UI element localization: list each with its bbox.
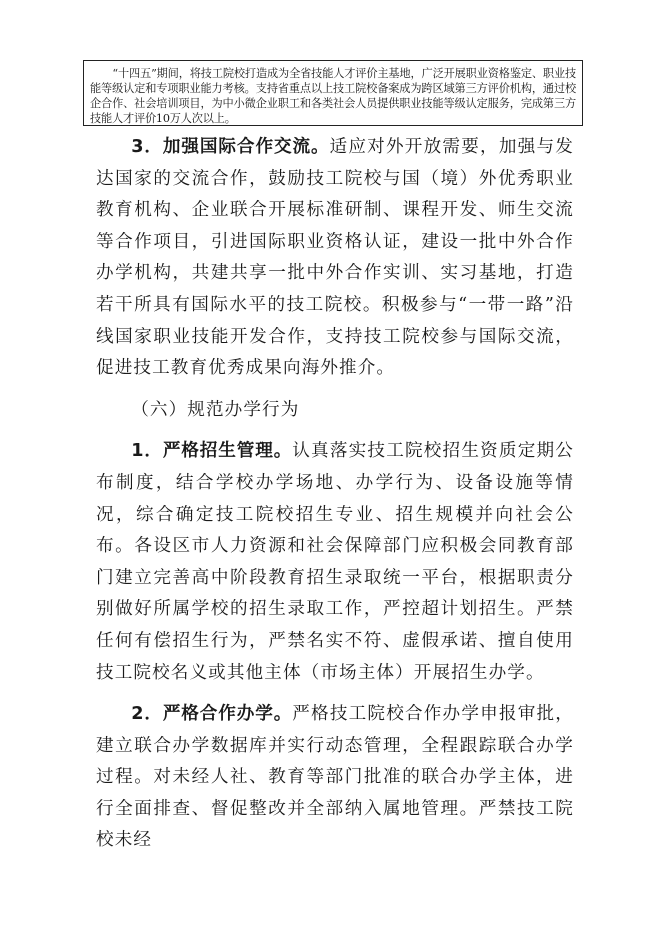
- paragraph-enrollment-management: [96, 436, 574, 689]
- paragraph-text: 认真落实技工院校招生资质定期公布制度，结合学校办学场地、办学行为、设备设施等情况，综合确定技工院校招生专业、招生规模并向社会公布。各设区市人力资源和社会保障部门应积极会同教育部门建立完善高中阶段教育招生录取统一平台，根据职责分别做好所属学校的招生录取工作，严控超计划招生。严禁任何有偿招生行为，严禁名实不符、虚假承诺、擅自使用技工院校名义或其他主体（市场主体）开展招生办学。: [96, 441, 574, 683]
- note-box: [83, 60, 583, 126]
- paragraph-cooperative-schooling: [96, 699, 574, 857]
- paragraph-text: 适应对外开放需要，加强与发达国家的交流合作，鼓励技工院校与国（境）外优秀职业教育机构、企业联合开展标准研制、课程开发、师生交流等合作项目，引进国际职业资格认证，建设一批中外合作办学机构，共建共享一批中外合作实训、实习基地，打造若干所具有国际水平的技工院校。积极参与“一带一路”沿线国家职业技能开发合作，支持技工院校参与国际交流，促进技工教育优秀成果向海外推介。: [96, 137, 574, 379]
- section-heading: （六）规范办学行为: [131, 399, 300, 420]
- note-box-text: “十四五”期间，将技工院校打造成为全省技能人才评价主基地，广泛开展职业资格鉴定、职业技能等级认定和专项职业能力考核。支持省重点以上技工院校备案成为跨区域第三方评价机构，通过校企合作、社会培训项目，为中小微企业职工和各类社会人员提供职业技能等级认定服务，完成第三方技能人才评价10万人次以上。: [90, 67, 576, 125]
- paragraph-lead: 2．严格合作办学。: [131, 704, 293, 725]
- spacer: [96, 385, 574, 395]
- paragraph-lead: 1．严格招生管理。: [131, 441, 293, 462]
- spacer: [96, 426, 574, 436]
- paragraph-lead: 3．加强国际合作交流。: [131, 137, 330, 157]
- paragraph-text: 严格技工院校合作办学申报审批，建立联合办学数据库并实行动态管理，全程跟踪联合办学过程。对未经人社、教育等部门批准的联合办学主体，进行全面排查、督促整改并全部纳入属地管理。严禁技工院校未经: [96, 704, 574, 851]
- paragraph-international-cooperation: [96, 132, 574, 385]
- spacer: [96, 689, 574, 699]
- document-body: [96, 132, 574, 857]
